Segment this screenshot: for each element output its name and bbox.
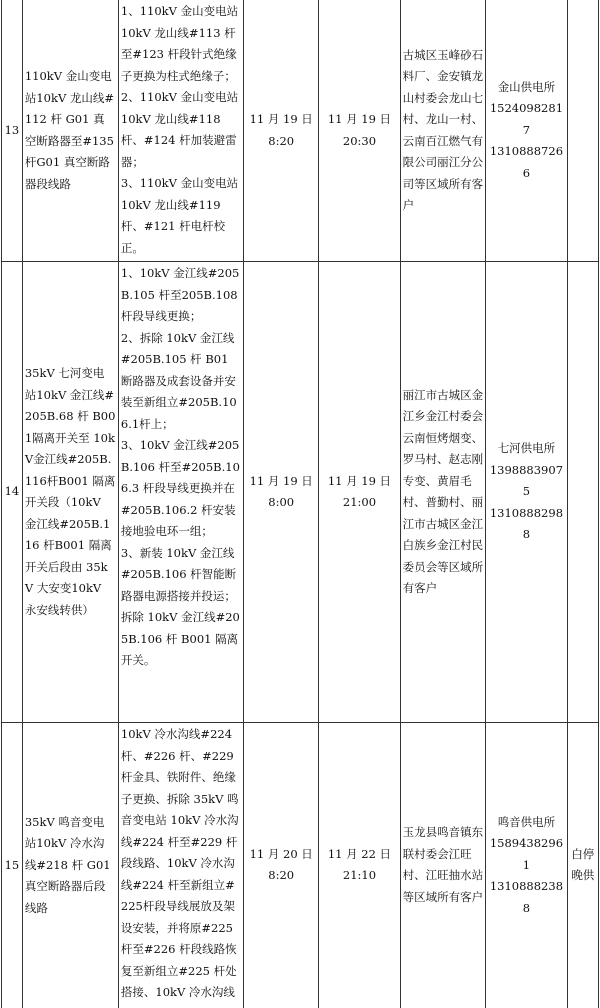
end-time: 11 月 19 日 21:00: [319, 262, 400, 723]
contact-info: 金山供电所 15240982817 13108887266: [486, 0, 567, 262]
remark: [567, 0, 598, 262]
row-number: 13: [2, 0, 23, 262]
table-row: [2, 262, 599, 723]
contact-info: 七河供电所 13988839075 13108882988: [486, 262, 567, 723]
work-content: 10kV 冷水沟线#224杆、#226 杆、#229 杆金具、铁附件、绝缘子更换、拆除 35kV 鸣音变电站 10kV 冷水沟线#224 杆至#229 杆段线路、10kV 冷水沟线#224 杆至新组立#225杆段导线展放及架设安装，并将原#225 杆至#226 杆段线路恢复至新组立#225 杆处搭接、10kV 冷水沟线: [118, 723, 243, 1008]
remark: 白停晚供: [567, 723, 598, 1008]
affected-area: 古城区玉峰砂石料厂、金安镇龙山村委会龙山七村、龙山一村、云南百江燃气有限公司丽江分公司等区域所有客户: [400, 0, 486, 262]
contact-info: 鸣音供电所 15894382961 13108882388: [486, 723, 567, 1008]
outage-range: 110kV 金山变电站10kV 龙山线#112 杆 G01 真空断路器至#135 杆G01 真空断路器段线路: [22, 0, 118, 262]
end-time: 11 月 19 日 20:30: [319, 0, 400, 262]
table-row: [2, 0, 599, 262]
start-time: 11 月 19 日 8:20: [244, 0, 319, 262]
affected-area: 丽江市古城区金江乡金江村委会云南恒烤烟变、罗马村、赵志刚专变、黄眉毛村、普勤村、丽江市古城区金江白族乡金江村民委员会等区域所有客户: [400, 262, 486, 723]
outage-schedule-table: [1, 0, 599, 1008]
start-time: 11 月 20 日 8:20: [244, 723, 319, 1008]
end-time: 11 月 22 日 21:10: [319, 723, 400, 1008]
row-number: 15: [2, 723, 23, 1008]
row-number: 14: [2, 262, 23, 723]
outage-range: 35kV 七河变电站10kV 金江线#205B.68 杆 B001隔离开关至 10kV金江线#205B.116杆B001 隔离开关段（10kV 金江线#205B.116 杆B001 隔离开关后段由 35kV 大安变10kV 永安线转供）: [22, 262, 118, 723]
table-row: [2, 723, 599, 1008]
remark: [567, 262, 598, 723]
work-content: 1、10kV 金江线#205B.105 杆至205B.108 杆段导线更换； 2、拆除 10kV 金江线#205B.105 杆 B01 断路器及成套设备并安装至新组立#205B.106.1杆上； 3、10kV 金江线#205B.106 杆至#205B.106.3 杆段导线更换并在#205B.106.2 杆安装接地验电环一组； 3、新装 10kV 金江线#205B.106 杆智能断路器电源搭接并投运；拆除 10kV 金江线#205B.106 杆 B001 隔离开关。: [118, 262, 243, 723]
start-time: 11 月 19 日 8:00: [244, 262, 319, 723]
outage-range: 35kV 鸣音变电站10kV 冷水沟线#218 杆 G01 真空断路器后段线路: [22, 723, 118, 1008]
affected-area: 玉龙县鸣音镇东联村委会江旺村、江旺抽水站等区域所有客户: [400, 723, 486, 1008]
work-content: 1、110kV 金山变电站10kV 龙山线#113 杆至#123 杆段针式绝缘子更换为柱式绝缘子； 2、110kV 金山变电站10kV 龙山线#118 杆、#124 杆加装避雷器； 3、110kV 金山变电站10kV 龙山线#119 杆、#121 杆电杆校正。: [118, 0, 243, 262]
